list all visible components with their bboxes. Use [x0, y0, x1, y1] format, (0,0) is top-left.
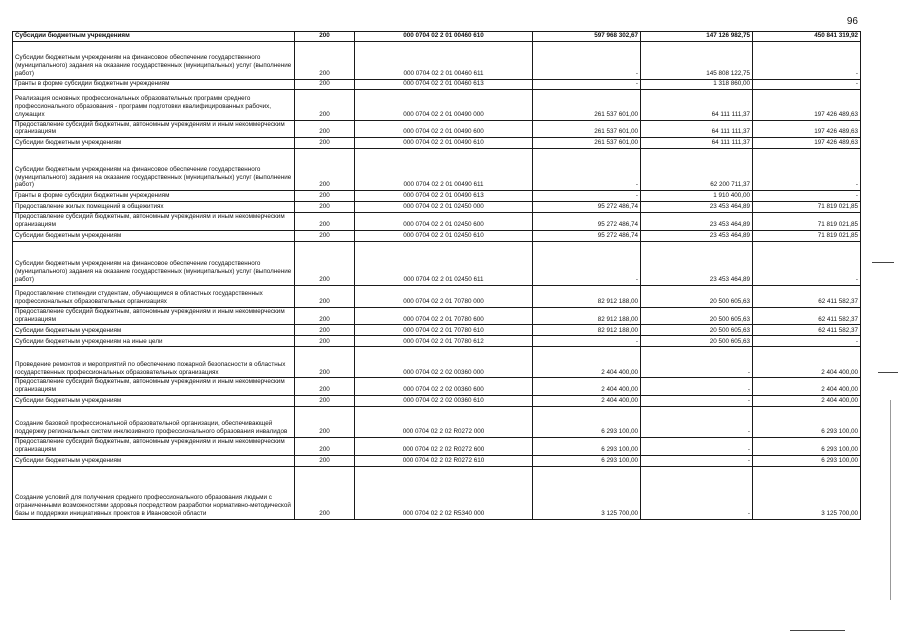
row-remaining: -: [753, 41, 861, 79]
row-name: Субсидии бюджетным учреждениям на иные цели: [13, 336, 295, 347]
row-section: 200: [295, 285, 355, 307]
row-approved: 6 293 100,00: [533, 437, 641, 455]
table-row: [13, 437, 861, 455]
row-code: 000 0704 02 2 02 R0272 610: [355, 455, 533, 466]
row-executed: -: [641, 406, 753, 437]
table-row: [13, 285, 861, 307]
row-approved: 261 537 601,00: [533, 120, 641, 138]
row-approved: 6 293 100,00: [533, 406, 641, 437]
row-code: 000 0704 02 2 01 70780 612: [355, 336, 533, 347]
table-row: [13, 325, 861, 336]
row-approved: 3 125 700,00: [533, 466, 641, 519]
row-executed: 23 453 464,89: [641, 213, 753, 231]
row-remaining: 62 411 582,37: [753, 307, 861, 325]
row-code: 000 0704 02 2 01 00490 600: [355, 120, 533, 138]
row-executed: 20 500 605,63: [641, 307, 753, 325]
row-executed: 20 500 605,63: [641, 336, 753, 347]
table-row: [13, 230, 861, 241]
row-code: 000 0704 02 2 01 02450 600: [355, 213, 533, 231]
row-approved: -: [533, 191, 641, 202]
row-approved: 2 404 400,00: [533, 347, 641, 378]
row-name: Предоставление субсидий бюджетным, автономным учреждениям и иным некоммерческим организациям: [13, 437, 295, 455]
row-section: 200: [295, 307, 355, 325]
row-remaining: 2 404 400,00: [753, 347, 861, 378]
row-executed: 20 500 605,63: [641, 285, 753, 307]
row-remaining: 3 125 700,00: [753, 466, 861, 519]
row-approved: -: [533, 149, 641, 191]
table-row: [13, 336, 861, 347]
row-approved: 95 272 486,74: [533, 213, 641, 231]
row-name: Субсидии бюджетным учреждениям: [13, 138, 295, 149]
row-executed: -: [641, 466, 753, 519]
table-row: [13, 138, 861, 149]
row-remaining: -: [753, 79, 861, 89]
row-remaining: 71 819 021,85: [753, 213, 861, 231]
row-code: 000 0704 02 2 01 02450 611: [355, 241, 533, 285]
row-remaining: 2 404 400,00: [753, 395, 861, 406]
row-section: 200: [295, 202, 355, 213]
row-section: 200: [295, 120, 355, 138]
row-remaining: -: [753, 191, 861, 202]
row-name: Реализация основных профессиональных образовательных программ среднего профессионального образования - программ подготовки квалифицированных рабочих, служащих: [13, 89, 295, 120]
row-code: 000 0704 02 2 02 00360 600: [355, 378, 533, 396]
row-remaining: 62 411 582,37: [753, 285, 861, 307]
row-code: 000 0704 02 2 01 00460 613: [355, 79, 533, 89]
row-code: 000 0704 02 2 02 R0272 600: [355, 437, 533, 455]
row-remaining: 197 426 489,63: [753, 120, 861, 138]
row-executed: -: [641, 395, 753, 406]
row-code: 000 0704 02 2 02 00360 610: [355, 395, 533, 406]
row-name: Гранты в форме субсидии бюджетным учреждениям: [13, 191, 295, 202]
row-section: 200: [295, 89, 355, 120]
row-name: Субсидии бюджетным учреждениям на финансовое обеспечение государственного (муниципального) задания на оказание государственных (муниципальных) услуг (выполнение работ): [13, 41, 295, 79]
table-row: [13, 307, 861, 325]
row-executed: 145 808 122,75: [641, 41, 753, 79]
table-row: [13, 395, 861, 406]
row-remaining: 2 404 400,00: [753, 378, 861, 396]
row-executed: 1 910 400,00: [641, 191, 753, 202]
row-code: 000 0704 02 2 02 R5340 000: [355, 466, 533, 519]
table-row: [13, 89, 861, 120]
row-remaining: 6 293 100,00: [753, 437, 861, 455]
table-row: [13, 378, 861, 396]
scan-mark: [790, 630, 845, 631]
row-name: Субсидии бюджетным учреждениям: [13, 395, 295, 406]
row-approved: -: [533, 41, 641, 79]
row-executed: -: [641, 437, 753, 455]
row-remaining: 6 293 100,00: [753, 406, 861, 437]
row-name: Предоставление субсидий бюджетным, автономным учреждениям и иным некоммерческим организациям: [13, 307, 295, 325]
row-name: Субсидии бюджетным учреждениям: [13, 455, 295, 466]
row-executed: 23 453 464,89: [641, 241, 753, 285]
row-name: Предоставление субсидий бюджетным, автономным учреждениям и иным некоммерческим организациям: [13, 120, 295, 138]
row-code: 000 0704 02 2 02 R0272 000: [355, 406, 533, 437]
table-row: [13, 41, 861, 79]
table-row: [13, 466, 861, 519]
row-section: 200: [295, 41, 355, 79]
row-code: 000 0704 02 2 01 00490 000: [355, 89, 533, 120]
row-executed: 23 453 464,89: [641, 202, 753, 213]
row-approved: 82 912 188,00: [533, 285, 641, 307]
table-row: [13, 149, 861, 191]
row-executed: 23 453 464,89: [641, 230, 753, 241]
row-section: 200: [295, 437, 355, 455]
row-name: Субсидии бюджетным учреждениям на финансовое обеспечение государственного (муниципального) задания на оказание государственных (муниципальных) услуг (выполнение работ): [13, 149, 295, 191]
row-remaining: 197 426 489,63: [753, 89, 861, 120]
row-code: 000 0704 02 2 01 02450 000: [355, 202, 533, 213]
row-approved: 95 272 486,74: [533, 230, 641, 241]
row-code: 000 0704 02 2 01 00490 610: [355, 138, 533, 149]
table-body: [13, 32, 861, 520]
row-name: Создание условий для получения среднего профессионального образования людьми с ограниченными возможностями здоровья посредством разработки нормативно-методической базы и поддержки инициативных проектов в Ивановской области: [13, 466, 295, 519]
row-section: 200: [295, 79, 355, 89]
row-code: 000 0704 02 2 01 70780 000: [355, 285, 533, 307]
row-executed: 64 111 111,37: [641, 138, 753, 149]
row-code: 000 0704 02 2 01 00460 610: [355, 32, 533, 42]
table-row: [13, 455, 861, 466]
row-code: 000 0704 02 2 01 00490 611: [355, 149, 533, 191]
row-code: 000 0704 02 2 01 00460 611: [355, 41, 533, 79]
row-approved: 2 404 400,00: [533, 395, 641, 406]
row-section: 200: [295, 241, 355, 285]
row-remaining: 450 841 319,92: [753, 32, 861, 42]
row-executed: 64 111 111,37: [641, 89, 753, 120]
row-executed: -: [641, 378, 753, 396]
table-row: [13, 347, 861, 378]
row-executed: 64 111 111,37: [641, 120, 753, 138]
row-section: 200: [295, 406, 355, 437]
row-section: 200: [295, 191, 355, 202]
page-number: 96: [846, 16, 858, 27]
row-executed: 20 500 605,63: [641, 325, 753, 336]
row-remaining: 197 426 489,63: [753, 138, 861, 149]
table-row: [13, 120, 861, 138]
row-executed: -: [641, 455, 753, 466]
row-remaining: -: [753, 336, 861, 347]
row-code: 000 0704 02 2 01 70780 610: [355, 325, 533, 336]
row-section: 200: [295, 395, 355, 406]
row-section: 200: [295, 213, 355, 231]
row-section: 200: [295, 378, 355, 396]
row-section: 200: [295, 138, 355, 149]
row-approved: 6 293 100,00: [533, 455, 641, 466]
table-row: [13, 241, 861, 285]
row-approved: 261 537 601,00: [533, 138, 641, 149]
table-row: [13, 79, 861, 89]
row-remaining: 71 819 021,85: [753, 230, 861, 241]
row-approved: -: [533, 336, 641, 347]
row-remaining: -: [753, 149, 861, 191]
row-code: 000 0704 02 2 01 02450 610: [355, 230, 533, 241]
row-section: 200: [295, 347, 355, 378]
row-code: 000 0704 02 2 01 00490 613: [355, 191, 533, 202]
row-remaining: 62 411 582,37: [753, 325, 861, 336]
row-name: Предоставление жилых помещений в общежитиях: [13, 202, 295, 213]
row-approved: 2 404 400,00: [533, 378, 641, 396]
table-row: [13, 213, 861, 231]
row-approved: 82 912 188,00: [533, 307, 641, 325]
row-section: 200: [295, 149, 355, 191]
row-name: Предоставление субсидий бюджетным, автономным учреждениям и иным некоммерческим организациям: [13, 213, 295, 231]
row-remaining: 6 293 100,00: [753, 455, 861, 466]
scan-mark: [872, 262, 894, 263]
row-approved: -: [533, 79, 641, 89]
table-row: [13, 202, 861, 213]
row-code: 000 0704 02 2 02 00360 000: [355, 347, 533, 378]
row-name: Субсидии бюджетным учреждениям: [13, 32, 295, 42]
row-name: Субсидии бюджетным учреждениям: [13, 325, 295, 336]
row-code: 000 0704 02 2 01 70780 600: [355, 307, 533, 325]
row-name: Предоставление субсидий бюджетным, автономным учреждениям и иным некоммерческим организациям: [13, 378, 295, 396]
budget-table: [12, 31, 861, 520]
row-approved: 95 272 486,74: [533, 202, 641, 213]
table-row: [13, 406, 861, 437]
scan-mark: [890, 400, 891, 600]
row-executed: 62 200 711,37: [641, 149, 753, 191]
row-approved: 261 537 601,00: [533, 89, 641, 120]
row-section: 200: [295, 32, 355, 42]
row-remaining: -: [753, 241, 861, 285]
scan-mark: [878, 372, 898, 373]
row-executed: 147 126 982,75: [641, 32, 753, 42]
row-name: Субсидии бюджетным учреждениям: [13, 230, 295, 241]
row-approved: 597 968 302,67: [533, 32, 641, 42]
row-section: 200: [295, 466, 355, 519]
row-section: 200: [295, 455, 355, 466]
row-section: 200: [295, 325, 355, 336]
row-remaining: 71 819 021,85: [753, 202, 861, 213]
row-name: Гранты в форме субсидии бюджетным учреждениям: [13, 79, 295, 89]
table-row: [13, 191, 861, 202]
table-row: [13, 32, 861, 42]
row-name: Субсидии бюджетным учреждениям на финансовое обеспечение государственного (муниципального) задания на оказание государственных (муниципальных) услуг (выполнение работ): [13, 241, 295, 285]
row-section: 200: [295, 230, 355, 241]
row-executed: -: [641, 347, 753, 378]
row-executed: 1 318 860,00: [641, 79, 753, 89]
row-name: Предоставление стипендии студентам, обучающимся в областных государственных профессиональных образовательных организациях: [13, 285, 295, 307]
row-name: Создание базовой профессиональной образовательной организации, обеспечивающей поддержку региональных систем инклюзивного профессионального образования инвалидов: [13, 406, 295, 437]
row-section: 200: [295, 336, 355, 347]
row-approved: -: [533, 241, 641, 285]
row-name: Проведение ремонтов и мероприятий по обеспечению пожарной безопасности в областных государственных профессиональных образовательных организациях: [13, 347, 295, 378]
row-approved: 82 912 188,00: [533, 325, 641, 336]
